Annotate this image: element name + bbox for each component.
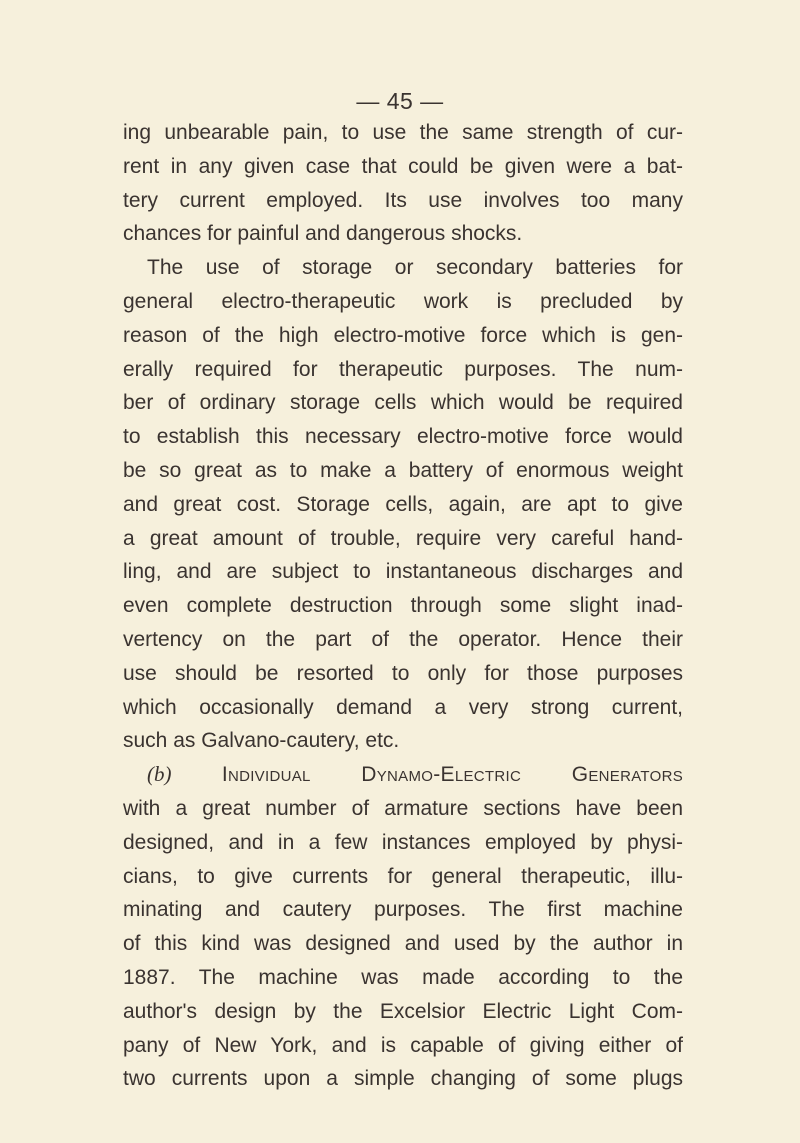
text-line: tery current employed. Its use involves too many [123,188,683,212]
text-line: two currents upon a simple changing of some plugs [123,1067,683,1091]
text-line: a great amount of trouble, require very careful hand- [123,526,683,550]
section-heading: Individual Dynamo-Electric Generators [221,763,683,787]
text-line: ber of ordinary storage cells which would be required [123,391,683,415]
text-line: reason of the high electro-motive force which is gen- [123,323,683,347]
text-line: rent in any given case that could be given were a bat- [123,154,683,178]
text-line: minating and cautery purposes. The first machine [123,898,683,922]
paragraph-group-2 [123,792,683,1096]
page-number: — 45 — [356,88,444,114]
text-line: author's design by the Excelsior Electric Light Com- [123,999,683,1023]
text-line: chances for painful and dangerous shocks. [123,222,523,246]
text-line: general electro-therapeutic work is precluded by [123,289,683,313]
text-line: and great cost. Storage cells, again, are apt to give [123,492,683,516]
section-heading-line [123,758,683,792]
body-text [123,116,683,1096]
text-line: vertency on the part of the operator. Hence their [123,627,683,651]
text-line: even complete destruction through some slight inad- [123,594,683,618]
text-line: erally required for therapeutic purposes. The num- [123,357,683,381]
text-line: 1887. The machine was made according to the [123,965,683,989]
text-line: with a great number of armature sections have been [123,796,683,820]
text-line: cians, to give currents for general therapeutic, illu- [123,864,683,888]
text-line: to establish this necessary electro-motive force would [123,425,683,449]
text-line: use should be resorted to only for those purposes [123,661,683,685]
text-line: of this kind was designed and used by the author in [123,932,683,956]
text-line: The use of storage or secondary batteries for [147,256,683,280]
text-line: ing unbearable pain, to use the same strength of cur- [123,121,683,144]
text-line: which occasionally demand a very strong current, [123,695,683,719]
text-line: be so great as to make a battery of enormous weight [123,458,683,482]
text-line: pany of New York, and is capable of giving either of [123,1033,683,1057]
text-line: such as Galvano-cautery, etc. [123,729,400,753]
section-marker: (b) [147,762,172,787]
paragraph-group-1 [123,116,683,758]
text-line: ling, and are subject to instantaneous discharges and [123,560,683,584]
text-line: designed, and in a few instances employed by physi- [123,830,683,854]
